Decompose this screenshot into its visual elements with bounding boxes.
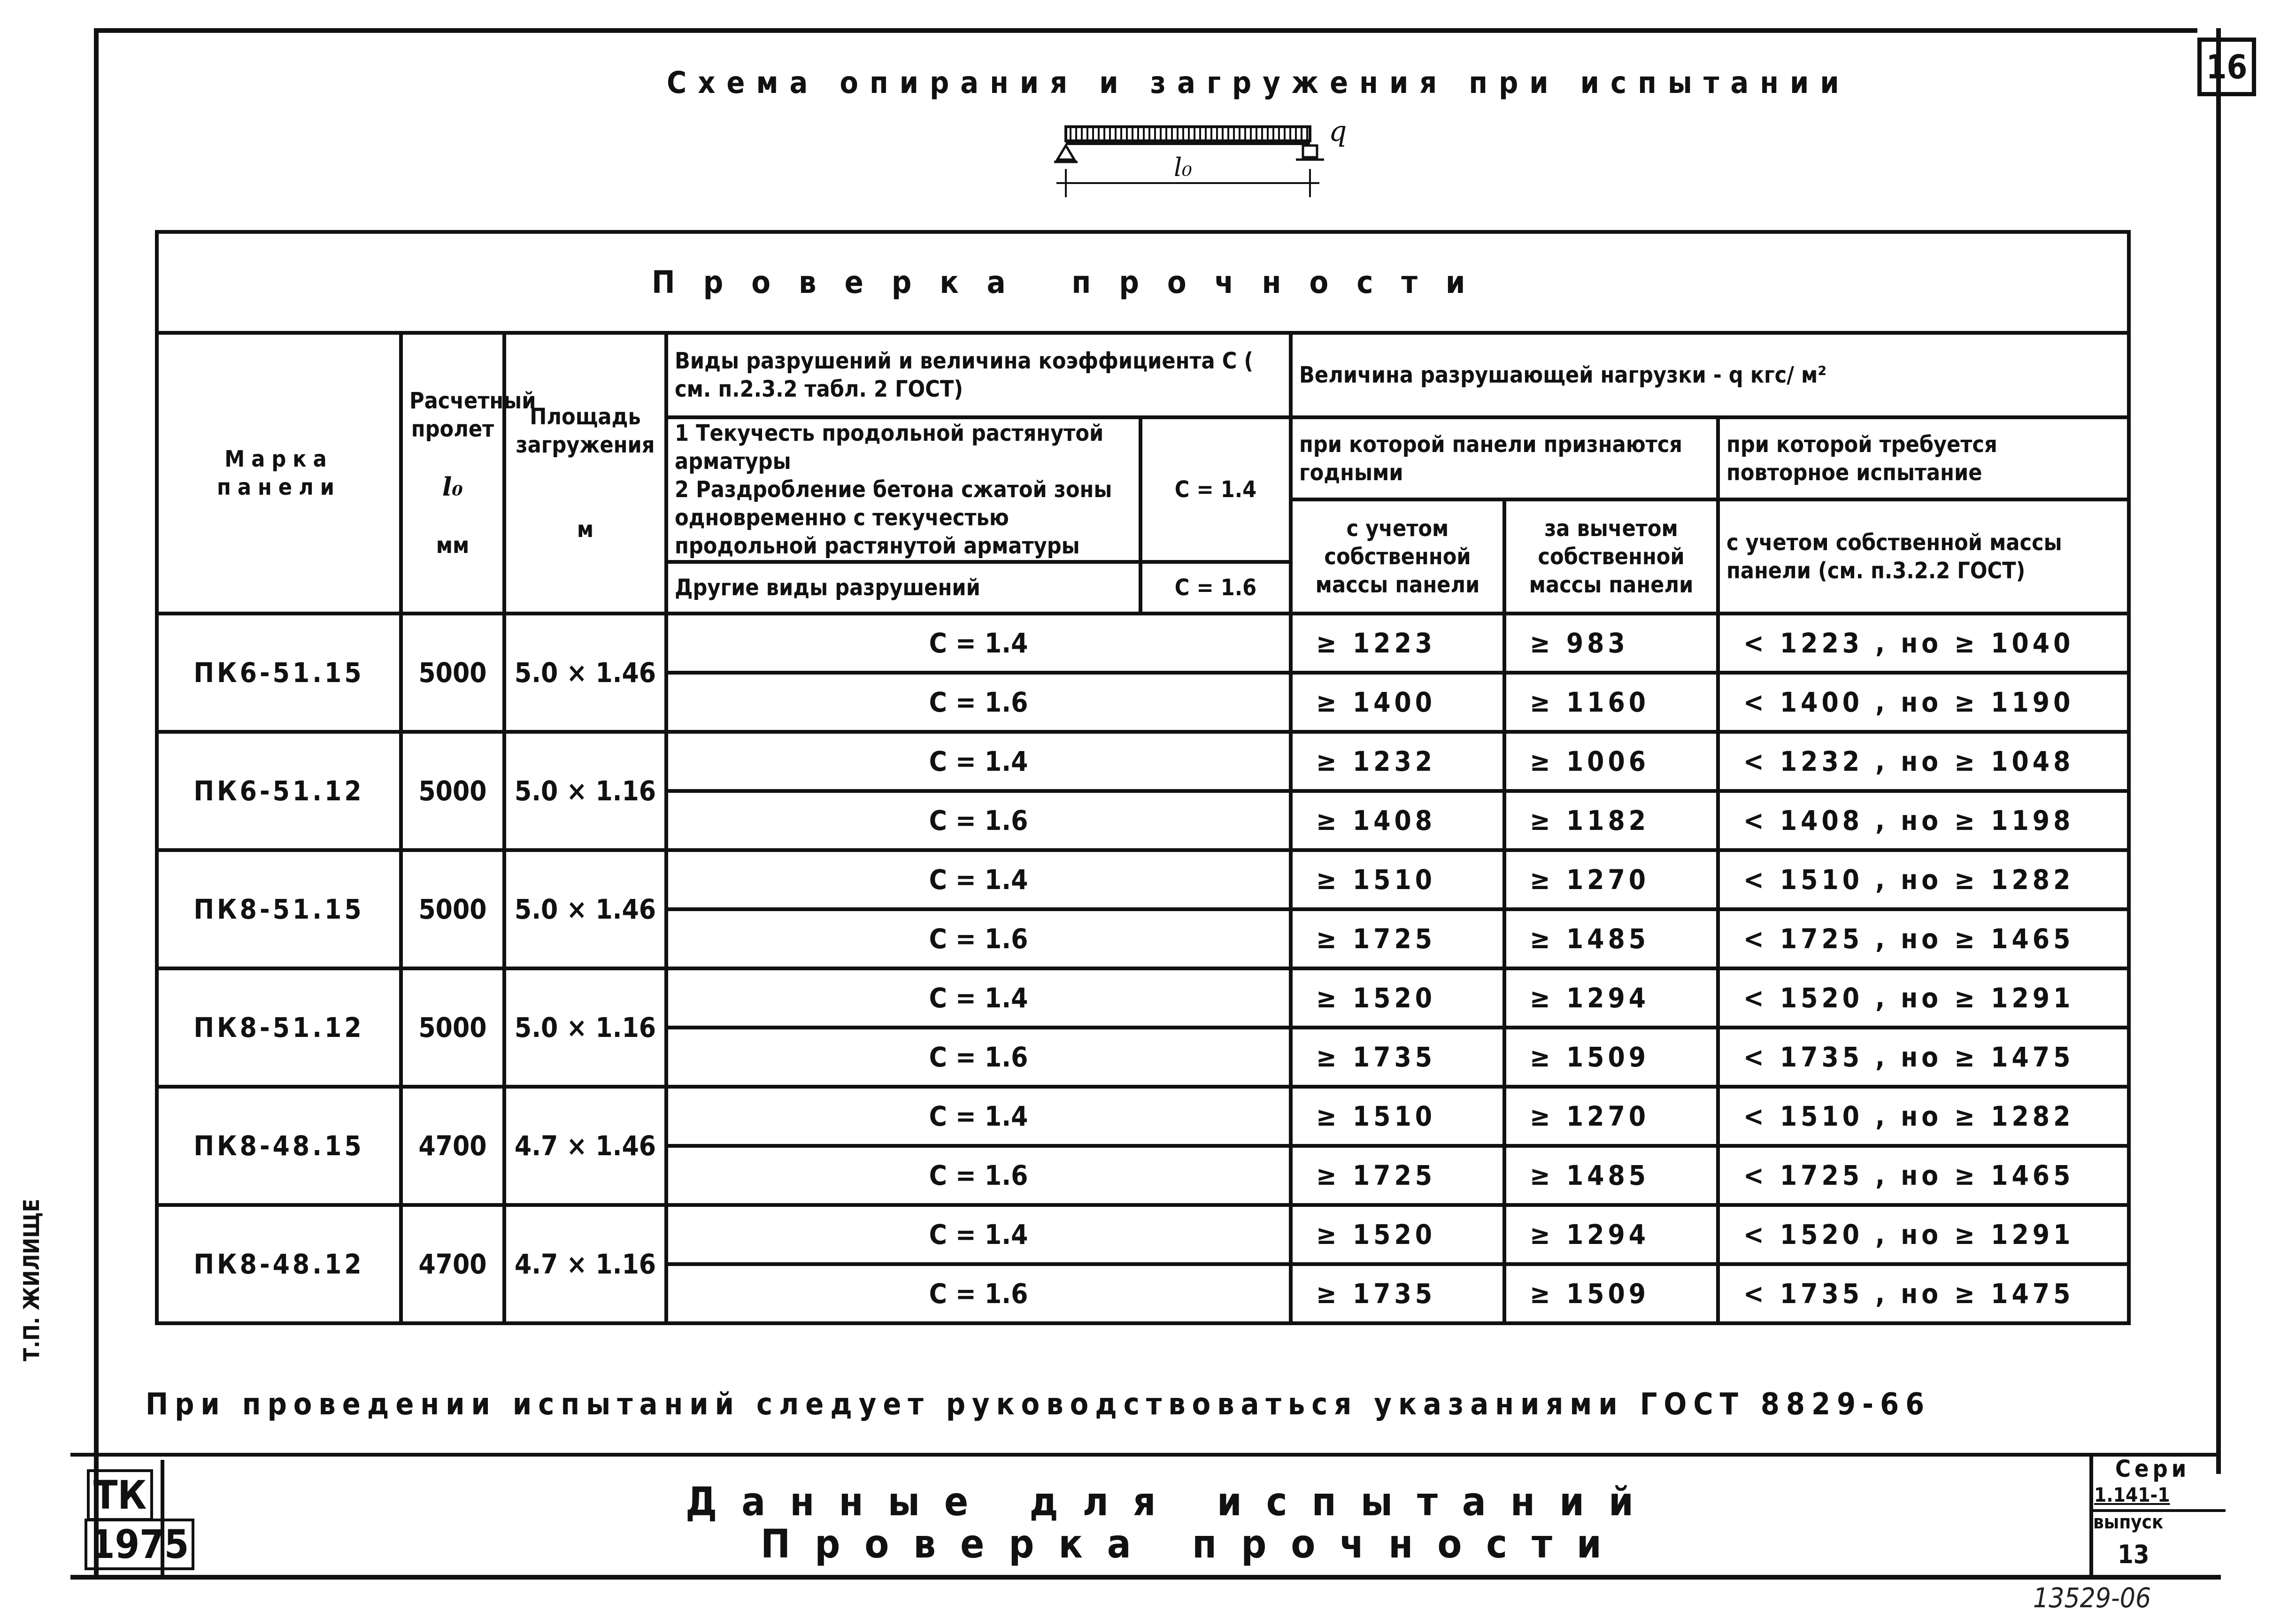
frame-right-border xyxy=(2216,28,2221,1474)
header-failure-12-coef: С = 1.4 xyxy=(1140,417,1291,562)
issue-label: выпуск xyxy=(2093,1512,2164,1533)
sheet-title-line1: Данные для испытаний xyxy=(686,1479,1658,1525)
span-value: 5000 xyxy=(401,614,504,732)
header-failure-other: Другие виды разрушений xyxy=(666,562,1140,614)
coefficient-c: С = 1.6 xyxy=(666,673,1291,732)
load-retest: < 1400 , но ≥ 1190 xyxy=(1718,673,2129,732)
load-without-mass: ≥ 1182 xyxy=(1504,791,1718,850)
issue-value: 13 xyxy=(2118,1540,2150,1569)
load-without-mass: ≥ 1270 xyxy=(1504,850,1718,909)
table-row xyxy=(157,850,2129,909)
load-retest: < 1735 , но ≥ 1475 xyxy=(1718,1264,2129,1323)
load-without-mass: ≥ 1509 xyxy=(1504,1028,1718,1087)
load-with-mass: ≥ 1408 xyxy=(1291,791,1504,850)
header-failure-types: Виды разрушений и величина коэффициента С ( см. п.2.3.2 табл. 2 ГОСТ) xyxy=(666,333,1291,417)
coefficient-c: С = 1.6 xyxy=(666,1028,1291,1087)
header-with-mass: с учетом собственной массы панели xyxy=(1291,499,1504,614)
load-without-mass: ≥ 1006 xyxy=(1504,732,1718,791)
header-failure-other-coef: С = 1.6 xyxy=(1140,562,1291,614)
span-value: 5000 xyxy=(401,850,504,968)
header-retest-with-mass: с учетом собственной массы панели (см. п.3.2.2 ГОСТ) xyxy=(1718,499,2129,614)
sheet-title-line2: Проверка прочности xyxy=(761,1521,1626,1567)
table-row xyxy=(157,732,2129,791)
load-retest: < 1725 , но ≥ 1465 xyxy=(1718,1146,2129,1205)
load-with-mass: ≥ 1520 xyxy=(1291,1205,1504,1264)
load-with-mass: ≥ 1735 xyxy=(1291,1028,1504,1087)
title-block-top-line xyxy=(70,1453,2221,1457)
load-with-mass: ≥ 1510 xyxy=(1291,1087,1504,1146)
load-with-mass: ≥ 1725 xyxy=(1291,909,1504,968)
series-label: Сери xyxy=(2115,1455,2190,1482)
load-with-mass: ≥ 1725 xyxy=(1291,1146,1504,1205)
frame-bottom-border xyxy=(70,1575,2221,1580)
coefficient-c: С = 1.4 xyxy=(666,1205,1291,1264)
load-retest: < 1520 , но ≥ 1291 xyxy=(1718,968,2129,1028)
load-without-mass: ≥ 1294 xyxy=(1504,968,1718,1028)
load-retest: < 1725 , но ≥ 1465 xyxy=(1718,909,2129,968)
load-retest: < 1510 , но ≥ 1282 xyxy=(1718,1087,2129,1146)
load-without-mass: ≥ 983 xyxy=(1504,614,1718,673)
load-retest: < 1223 , но ≥ 1040 xyxy=(1718,614,2129,673)
load-with-mass: ≥ 1223 xyxy=(1291,614,1504,673)
area-value: 4.7 × 1.16 xyxy=(504,1205,666,1323)
load-without-mass: ≥ 1485 xyxy=(1504,909,1718,968)
load-without-mass: ≥ 1270 xyxy=(1504,1087,1718,1146)
header-area-unit: м xyxy=(577,516,594,543)
header-span-label: Расчетный пролет xyxy=(409,388,536,443)
area-value: 5.0 × 1.46 xyxy=(504,614,666,732)
sheet-number: 16 xyxy=(2197,38,2256,96)
load-with-mass: ≥ 1735 xyxy=(1291,1264,1504,1323)
table-title: Проверка прочности xyxy=(157,232,2129,333)
coefficient-c: С = 1.4 xyxy=(666,850,1291,909)
header-mark: Марка панели xyxy=(157,333,401,614)
area-value: 5.0 × 1.16 xyxy=(504,968,666,1087)
load-with-mass: ≥ 1400 xyxy=(1291,673,1504,732)
span-value: 4700 xyxy=(401,1205,504,1323)
header-area-label: Площадь загружения xyxy=(516,404,655,458)
coefficient-c: С = 1.6 xyxy=(666,1264,1291,1323)
org-year: 1975 xyxy=(85,1519,194,1570)
span-value: 5000 xyxy=(401,968,504,1087)
scheme-title: Схема опирания и загружения при испытании xyxy=(667,66,1850,100)
header-retest: при которой требуется повторное испытание xyxy=(1718,417,2129,499)
table-row xyxy=(157,1087,2129,1146)
panel-mark: ПК8-48.12 xyxy=(157,1205,401,1323)
loading-scheme-diagram xyxy=(1047,117,1366,211)
header-fit-panels: при которой панели признаются годными xyxy=(1291,417,1718,499)
header-span xyxy=(401,333,536,614)
coefficient-c: С = 1.4 xyxy=(666,1087,1291,1146)
load-retest: < 1520 , но ≥ 1291 xyxy=(1718,1205,2129,1264)
coefficient-c: С = 1.6 xyxy=(666,791,1291,850)
table-body xyxy=(157,614,2129,1323)
panel-mark: ПК8-51.12 xyxy=(157,968,401,1087)
load-without-mass: ≥ 1485 xyxy=(1504,1146,1718,1205)
load-with-mass: ≥ 1520 xyxy=(1291,968,1504,1028)
load-label: q xyxy=(1329,115,1347,148)
strength-check-table xyxy=(155,230,2127,1325)
load-with-mass: ≥ 1232 xyxy=(1291,732,1504,791)
header-span-unit: мм xyxy=(436,532,470,559)
table-row xyxy=(157,614,2129,673)
coefficient-c: С = 1.4 xyxy=(666,614,1291,673)
load-retest: < 1232 , но ≥ 1048 xyxy=(1718,732,2129,791)
panel-mark: ПК6-51.12 xyxy=(157,732,401,850)
margin-note: Т.П. ЖИЛИЩЕ xyxy=(19,1198,44,1361)
area-value: 5.0 × 1.46 xyxy=(504,850,666,968)
org-code: ТК xyxy=(87,1469,153,1521)
area-value: 4.7 × 1.46 xyxy=(504,1087,666,1205)
header-load-value: Величина разрушающей нагрузки - q кгс/ м² xyxy=(1291,333,2129,417)
span-value: 5000 xyxy=(401,732,504,850)
table-row xyxy=(157,1205,2129,1264)
area-value: 5.0 × 1.16 xyxy=(504,732,666,850)
series-value: 1.141-1 xyxy=(2094,1483,2170,1506)
panel-mark: ПК8-51.15 xyxy=(157,850,401,968)
header-failure-1-2 xyxy=(666,417,1140,562)
load-retest: < 1408 , но ≥ 1198 xyxy=(1718,791,2129,850)
testing-note: При проведении испытаний следует руководствоваться указаниями ГОСТ 8829-66 xyxy=(146,1387,1931,1422)
coefficient-c: С = 1.6 xyxy=(666,1146,1291,1205)
frame-left-border xyxy=(94,28,99,1577)
load-retest: < 1510 , но ≥ 1282 xyxy=(1718,850,2129,909)
drawing-code: 13529-06 xyxy=(2033,1582,2151,1614)
table-row xyxy=(157,968,2129,1028)
header-area xyxy=(504,333,666,614)
coefficient-c: С = 1.4 xyxy=(666,968,1291,1028)
header-span-symbol: l₀ xyxy=(442,472,463,502)
load-with-mass: ≥ 1510 xyxy=(1291,850,1504,909)
panel-mark: ПК6-51.15 xyxy=(157,614,401,732)
span-label: l₀ xyxy=(1174,153,1192,182)
frame-top-border xyxy=(94,28,2197,33)
span-value: 4700 xyxy=(401,1087,504,1205)
coefficient-c: С = 1.6 xyxy=(666,909,1291,968)
header-without-mass: за вычетом собственной массы панели xyxy=(1504,499,1718,614)
coefficient-c: С = 1.4 xyxy=(666,732,1291,791)
header-failure-1: 1 Текучесть продольной растянутой арматуры xyxy=(675,420,1104,475)
load-without-mass: ≥ 1509 xyxy=(1504,1264,1718,1323)
header-failure-2: 2 Раздробление бетона сжатой зоны одновременно с текучестью продольной растянутой арматуры xyxy=(675,476,1112,559)
load-without-mass: ≥ 1294 xyxy=(1504,1205,1718,1264)
load-without-mass: ≥ 1160 xyxy=(1504,673,1718,732)
panel-mark: ПК8-48.15 xyxy=(157,1087,401,1205)
load-retest: < 1735 , но ≥ 1475 xyxy=(1718,1028,2129,1087)
